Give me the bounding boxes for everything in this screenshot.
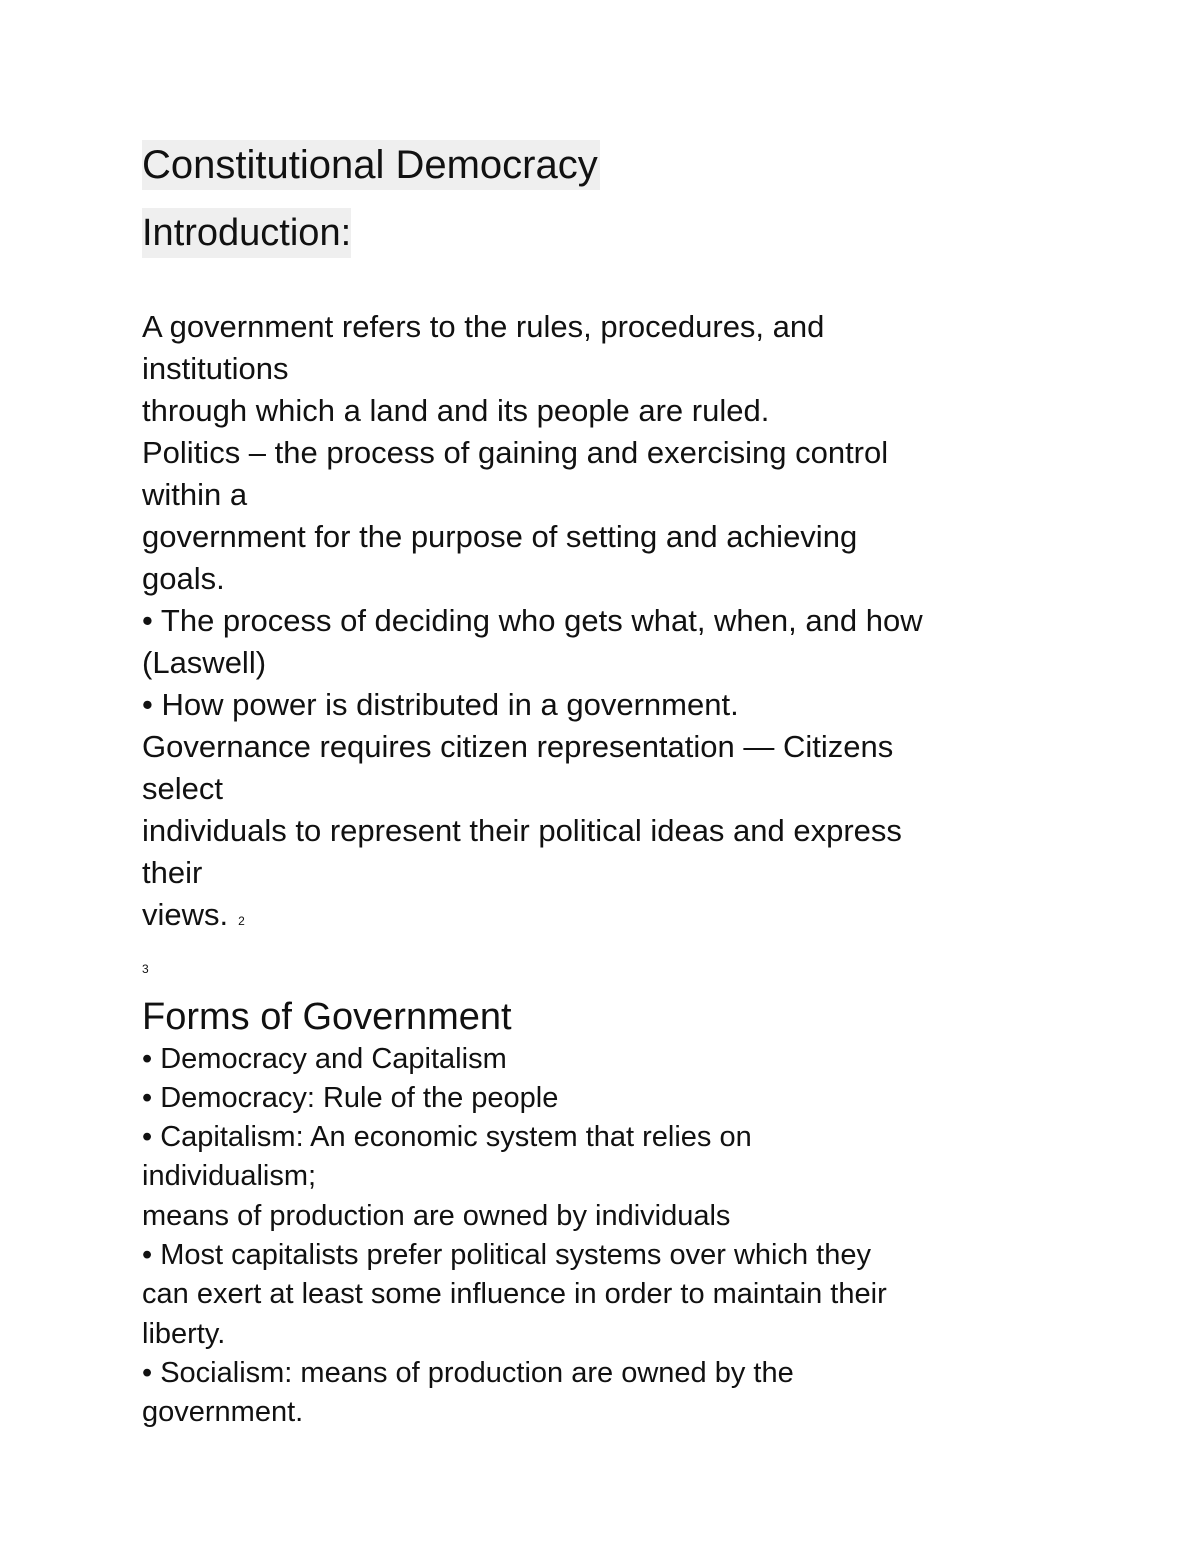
text-line: individualism; (142, 1160, 317, 1193)
last-line-text: views. (142, 896, 229, 932)
text-line: individuals to represent their political ideas and express (142, 812, 902, 848)
text-line: A government refers to the rules, procedures, and (142, 308, 825, 344)
text-line: through which a land and its people are ruled. (142, 392, 770, 428)
bullet-item: • Democracy: Rule of the people (142, 1081, 559, 1114)
bullet-item: • Democracy and Capitalism (142, 1042, 507, 1075)
text-line: (Laswell) (142, 644, 267, 680)
bullet-item: • Most capitalists prefer political systems over which they (142, 1239, 871, 1272)
text-line: within a (142, 476, 248, 512)
document-title: Constitutional Democracy (142, 140, 600, 190)
bullet-item: • Socialism: means of production are owned by the (142, 1356, 794, 1389)
page-marker-2: 2 (238, 913, 245, 928)
text-line: government. (142, 1396, 304, 1429)
text-line: liberty. (142, 1317, 226, 1350)
text-line: select (142, 770, 223, 806)
introduction-body (142, 306, 1142, 942)
bullet-item: • The process of deciding who gets what, when, and how (142, 602, 923, 638)
text-line: can exert at least some influence in order to maintain their (142, 1278, 887, 1311)
introduction-heading: Introduction: (142, 208, 351, 258)
text-line (142, 894, 1142, 942)
text-line: government for the purpose of setting and achieving (142, 518, 858, 554)
bullet-item: • Capitalism: An economic system that relies on (142, 1121, 752, 1154)
forms-body (142, 1040, 1142, 1433)
text-line: their (142, 854, 203, 890)
bullet-item: • How power is distributed in a government. (142, 686, 739, 722)
forms-of-government-heading: Forms of Government (142, 995, 512, 1038)
text-line: Governance requires citizen representation — Citizens (142, 728, 894, 764)
text-line: means of production are owned by individuals (142, 1199, 731, 1232)
text-line: institutions (142, 350, 289, 386)
text-line: Politics – the process of gaining and exercising control (142, 434, 889, 470)
text-line: goals. (142, 560, 225, 596)
page-marker-3: 3 (142, 961, 149, 976)
document-page (142, 140, 1142, 1433)
